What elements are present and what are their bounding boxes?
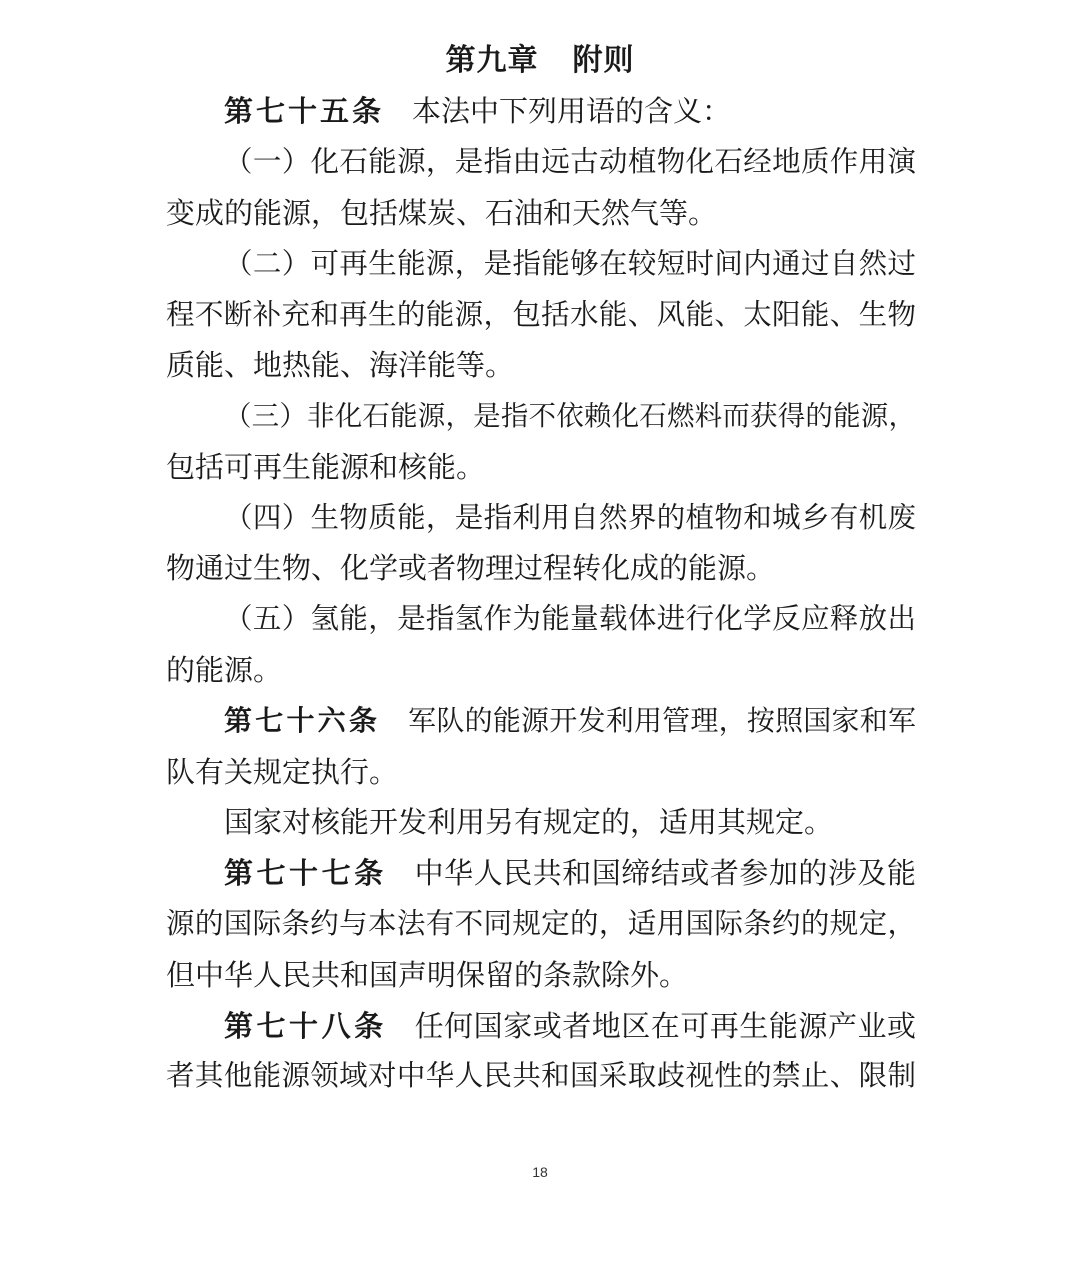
article-76-line-2: 队有关规定执行。	[166, 755, 399, 789]
article-76-text-1: 军队的能源开发利用管理，按照国家和军	[408, 704, 916, 737]
article-76-paragraph-2: 国家对核能开发利用另有规定的，适用其规定。	[224, 805, 834, 839]
article-75-text: 本法中下列用语的含义：	[412, 94, 732, 128]
definition-4-line-1: （四）生物质能，是指利用自然界的植物和城乡有机废	[224, 501, 916, 534]
definition-1-line-2: 变成的能源，包括煤炭、石油和天然气等。	[166, 196, 718, 230]
article-77-text-1: 中华人民共和国缔结或者参加的涉及能	[414, 856, 916, 890]
article-78-number: 第七十八条	[224, 1009, 387, 1043]
definition-2-line-3: 质能、地热能、海洋能等。	[166, 348, 515, 382]
article-76-line-1	[224, 696, 916, 746]
article-75-number: 第七十五条	[224, 94, 385, 128]
article-78-line-2: 者其他能源领域对中华人民共和国采取歧视性的禁止、限制	[166, 1059, 916, 1092]
article-77-line-1	[224, 848, 916, 898]
definition-5-line-1: （五）氢能，是指氢作为能量载体进行化学反应释放出	[224, 602, 916, 635]
definition-2-line-2: 程不断补充和再生的能源，包括水能、风能、太阳能、生物	[166, 298, 916, 331]
chapter-label: 第九章	[445, 43, 539, 78]
article-75-line-1	[224, 86, 916, 136]
chapter-name: 附则	[572, 43, 635, 78]
article-78-text-1: 任何国家或者地区在可再生能源产业或	[414, 1009, 916, 1043]
article-77-number: 第七十七条	[224, 856, 387, 890]
definition-1-line-1: （一）化石能源，是指由远古动植物化石经地质作用演	[224, 145, 916, 178]
definition-4-line-2: 物通过生物、化学或者物理过程转化成的能源。	[166, 551, 776, 585]
definition-3-line-1: （三）非化石能源，是指不依赖化石燃料而获得的能源，	[224, 400, 916, 432]
article-76-number: 第七十六条	[224, 704, 381, 737]
article-77-line-2: 源的国际条约与本法有不同规定的，适用国际条约的规定，	[166, 907, 916, 940]
article-77-line-3: 但中华人民共和国声明保留的条款除外。	[166, 958, 689, 992]
article-78-line-1	[224, 1001, 916, 1051]
definition-3-line-2: 包括可再生能源和核能。	[166, 450, 486, 484]
page-number: 18	[532, 1164, 548, 1180]
definition-5-line-2: 的能源。	[166, 653, 283, 687]
definition-2-line-1: （二）可再生能源，是指能够在较短时间内通过自然过	[224, 247, 916, 280]
chapter-title	[0, 36, 1080, 86]
